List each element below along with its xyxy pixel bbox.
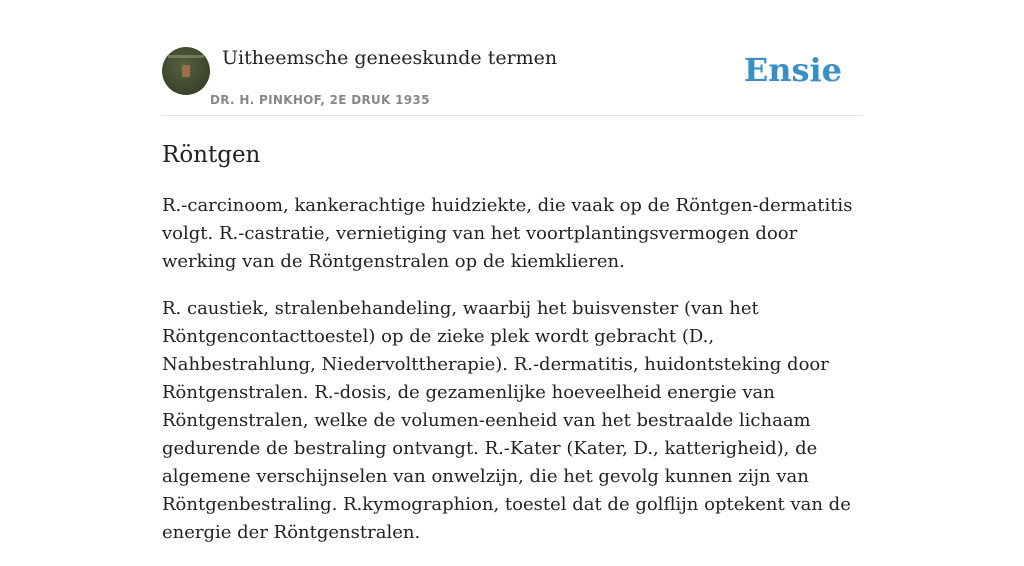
article-paragraph: R. caustiek, stralenbehandeling, waarbij het buisvenster (van het Röntgencontacttoestel) op de zieke plek wordt gebracht (D., Nahbestrahlung, Niedervolttherapie). R.-dermatitis, huidontsteking door Röntgenstralen. R.-dosis, de gezamenlijke hoeveelheid energie van Röntgenstralen, welke de volumen-eenheid van het bestraalde lichaam gedurende de bestraling ontvangt. R.-Kater (Kater, D., katterigheid), de algemene verschijnselen van onwelzijn, die het gevolg kunnen zijn van Röntgenbestraling. R.kymographion, toestel dat de golflijn optekent van de energie der Röntgenstralen. bbox=[162, 298, 851, 543]
article-paragraph: R.-carcinoom, kankerachtige huidziekte, die vaak op de Röntgen-dermatitis volgt. R.-castratie, vernietiging van het voortplantingsvermogen door werking van de Röntgenstralen op de kiemklieren. bbox=[162, 195, 853, 272]
ensie-logo[interactable]: Ensie bbox=[743, 51, 842, 89]
book-title[interactable]: Uitheemsche geneeskunde termen bbox=[222, 47, 558, 69]
cover-band bbox=[168, 55, 204, 58]
header bbox=[162, 46, 862, 116]
book-cover-avatar[interactable] bbox=[162, 47, 210, 95]
article-body bbox=[162, 192, 867, 566]
article-title: Röntgen bbox=[162, 142, 261, 168]
header-divider bbox=[162, 115, 862, 116]
cover-label bbox=[182, 65, 190, 77]
book-author: DR. H. PINKHOF, 2E DRUK 1935 bbox=[210, 93, 430, 107]
